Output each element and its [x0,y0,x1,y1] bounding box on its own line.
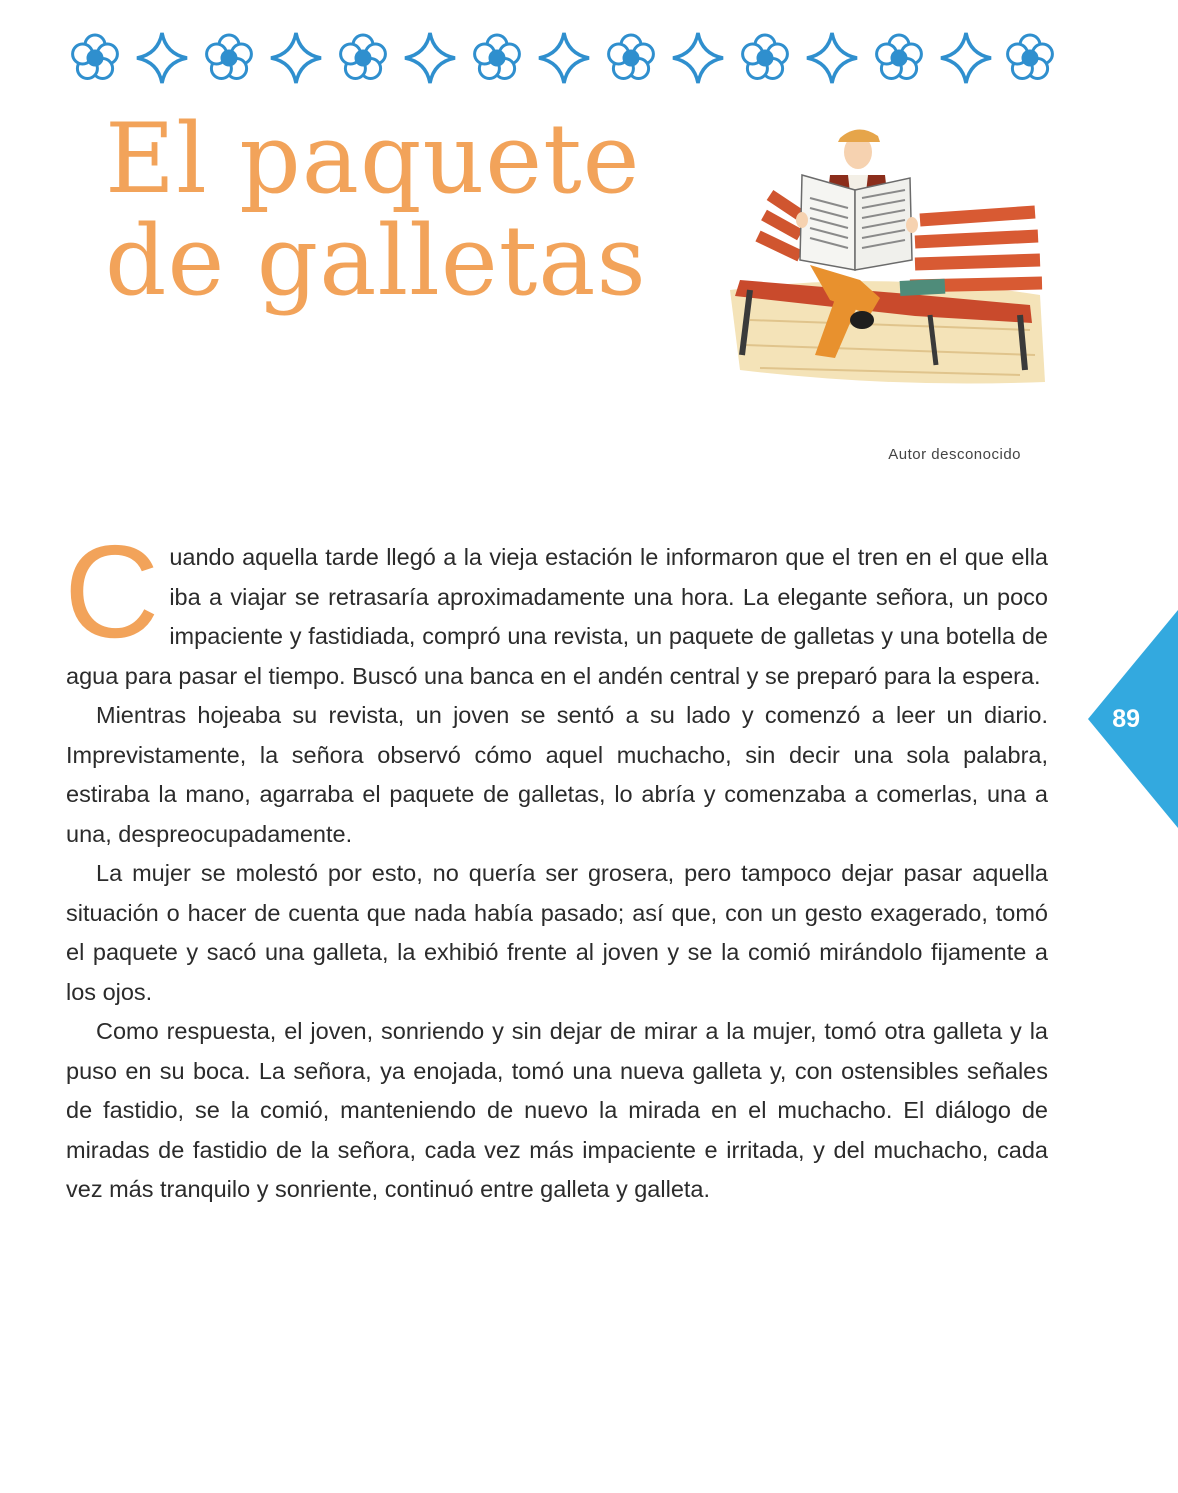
paragraph: La mujer se molestó por esto, no quería ser grosera, pero tampoco dejar pasar aquella situación o hacer de cuenta que nada había pasado; así que, con un gesto exagerado, tomó el paquete y sacó una galleta, la exhibió frente al joven y se la comió mirándolo fijamente a los ojos. [66,860,1048,1005]
flower-icon [475,35,520,79]
star-icon [673,33,723,83]
flower-icon [207,35,252,79]
paragraph: Mientras hojeaba su revista, un joven se sentó a su lado y comenzó a leer un diario. Imprevistamente, la señora observó cómo aquel muchacho, sin decir una sola palabra, estiraba la mano, agarraba el paquete de galletas, lo abría y comenzaba a comerlas, una a una, despreocupadamente. [66,702,1048,847]
star-icon [405,33,455,83]
title-line-1: El paquete [105,103,641,215]
drop-cap: C [64,518,160,665]
page-number: 89 [1112,705,1140,733]
flower-icon [877,35,922,79]
star-icon [271,33,321,83]
story-body [64,518,1048,1210]
star-icon [539,33,589,83]
paragraph-text: uando aquella tarde llegó a la vieja estación le informaron que el tren en el que ella iba a viajar se retrasaría aproximadamente una hora. La elegante señora, un poco impaciente y fastidiada, compró una revista, un paquete de galletas y una botella de agua para pasar el tiempo. Buscó una banca en el andén central y se preparó para la espera. [66,544,1048,689]
flower-icon [609,35,654,79]
flower-icon [73,35,118,79]
star-icon [941,33,991,83]
paragraph: Como respuesta, el joven, sonriendo y sin dejar de mirar a la mujer, tomó otra galleta y la puso en su boca. La señora, ya enojada, tomó una nueva galleta y, con ostensibles señales de fastidio, se la comió, manteniendo de nuevo la mirada en el muchacho. El diálogo de miradas de fastidio de la señora, cada vez más impaciente e irritada, y del muchacho, cada vez más tranquilo y sonriente, continuó entre galleta y galleta. [66,1018,1048,1202]
flower-icon [341,35,386,79]
page-title [105,103,725,317]
flower-icon [1008,35,1053,79]
star-icon [807,33,857,83]
paragraph [64,518,1048,696]
author-credit: Autor desconocido [888,446,1021,463]
decorative-border [62,30,1062,86]
title-line-2: de galletas [105,205,647,317]
man-reading-on-bench-illustration [720,120,1050,385]
star-icon [137,33,187,83]
flower-icon [743,35,788,79]
